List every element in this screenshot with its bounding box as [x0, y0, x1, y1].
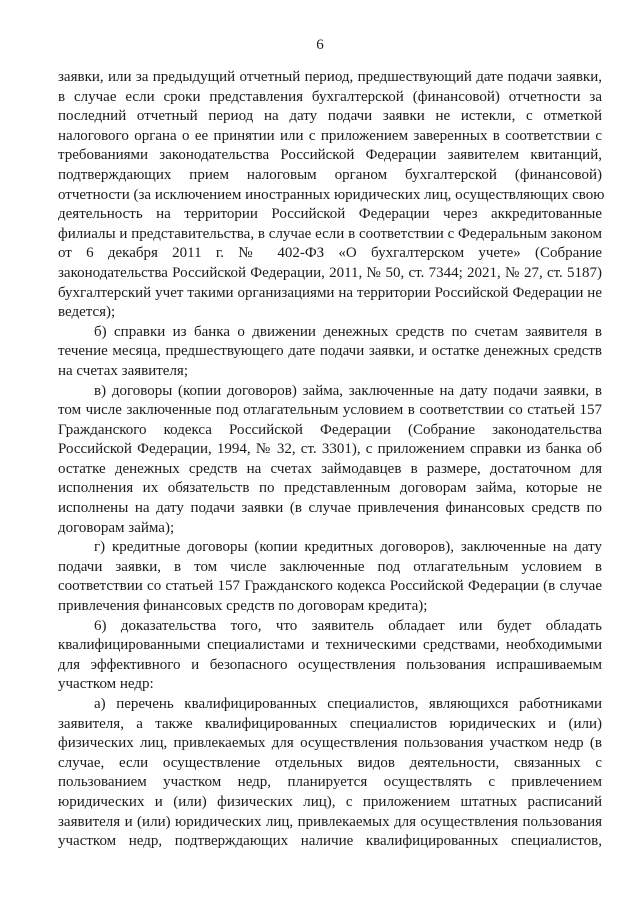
text-line: заявителя и (или) юридических лиц, привлекаемых для осуществления пользования: [58, 813, 602, 830]
text-line: договорам займа);: [58, 519, 175, 536]
page-number: 6: [316, 37, 324, 53]
text-line: требованиями законодательства Российской Федерации заявителем квитанций,: [58, 147, 602, 164]
text-line: б) справки из банка о движении денежных средств по счетам заявителя в: [94, 323, 602, 340]
text-line: филиалы и представительства, в случае если в соответствии с Федеральным законом: [58, 225, 602, 242]
text-line: квалифицированными специалистами и техническими средствами, необходимыми: [58, 637, 602, 654]
text-line: в) договоры (копии договоров) займа, заключенные на дату подачи заявки, в: [94, 382, 602, 399]
text-line: на счетах заявителя;: [58, 362, 188, 379]
text-line: том числе заключенные под отлагательным условием в соответствии со статьей 157: [58, 402, 602, 419]
text-line: подачи заявки, в том числе заключенные под отлагательным условием в: [58, 558, 602, 575]
document-body: [58, 68, 605, 852]
text-line: отчетности (за исключением иностранных юридических лиц, осуществляющих свою: [58, 186, 605, 203]
text-line: ведется);: [58, 304, 116, 321]
text-line: 6) доказательства того, что заявитель обладает или будет обладать: [94, 617, 602, 634]
text-line: исполнены на дату подачи заявки (в случае привлечения финансовых средств по: [58, 500, 602, 517]
text-line: а) перечень квалифицированных специалистов, являющихся работниками: [94, 696, 602, 712]
text-line: в случае если сроки представления бухгалтерской (финансовой) отчетности за: [58, 88, 602, 105]
text-line: последний отчетный период на дату подачи заявки не истекли, с отметкой: [58, 108, 602, 125]
text-line: пользованием участком недр, планируется осуществлять с привлечением: [58, 774, 602, 791]
text-line: участком недр, подтверждающих наличие квалифицированных специалистов,: [58, 833, 602, 850]
text-line: случае, если осуществление отдельных видов деятельности, связанных с: [58, 754, 602, 771]
text-line: исполнения их обязательств по представленным договорам займа, которые не: [58, 480, 602, 497]
text-line: г) кредитные договоры (копии кредитных договоров), заключенные на дату: [94, 539, 602, 556]
text-line: налогового органа о ее принятии или с приложением заверенных в соответствии с: [58, 127, 602, 144]
text-line: юридических и (или) физических лиц), с приложением штатных расписаний: [58, 793, 602, 810]
text-line: от 6 декабря 2011 г. № 402-ФЗ «О бухгалтерском учете» (Собрание: [58, 245, 602, 262]
text-line: подтверждающих прием налоговым органом бухгалтерской (финансовой): [58, 166, 602, 183]
text-line: физических лиц, привлекаемых для осуществления пользования участком недр (в: [58, 735, 602, 752]
text-line: остатке денежных средств на счетах займодавцев в размере, достаточном для: [58, 460, 602, 477]
text-line: законодательства Российской Федерации, 2011, № 50, ст. 7344; 2021, № 27, ст. 5187): [58, 264, 602, 281]
text-line: привлечения финансовых средств по договорам кредита);: [58, 598, 428, 615]
text-line: заявки, или за предыдущий отчетный период, предшествующий дате подачи заявки,: [58, 69, 602, 85]
text-line: соответствии со статьей 157 Гражданского кодекса Российской Федерации (в случае: [58, 578, 602, 595]
text-line: Гражданского кодекса Российской Федерации (Собрание законодательства: [58, 421, 602, 438]
text-line: Российской Федерации, 1994, № 32, ст. 3301), с приложением справки из банка об: [58, 441, 602, 458]
text-line: заявителя, а также квалифицированных специалистов юридических и (или): [58, 715, 602, 732]
text-line: течение месяца, предшествующего дате подачи заявки, и остатке денежных средств: [58, 343, 602, 360]
text-line: бухгалтерский учет такими организациями на территории Российской Федерации не: [58, 284, 602, 301]
text-line: для эффективного и безопасного осуществления пользования испрашиваемым: [58, 656, 602, 673]
text-line: участком недр:: [58, 676, 154, 693]
text-line: деятельность на территории Российской Федерации через аккредитованные: [58, 206, 602, 223]
